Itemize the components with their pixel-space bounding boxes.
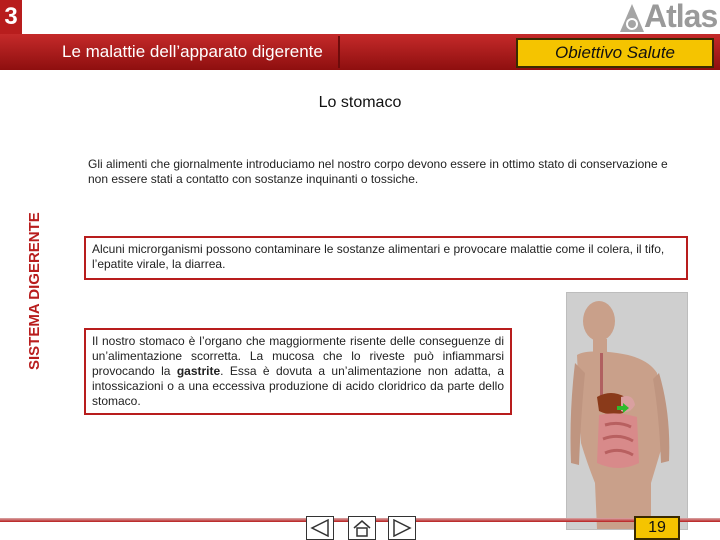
microorganisms-paragraph: Alcuni microrganismi possono contaminare le sostanze alimentari e provocare malattie come il colera, il tifo, l’epatite virale, la diarrea. bbox=[84, 236, 688, 280]
chapter-number: 3 bbox=[0, 0, 22, 34]
intro-paragraph: Gli alimenti che giornalmente introduciamo nel nostro corpo devono essere in ottimo stato di conservazione e non essere stati a contatto con sostanze inquinanti o tossiche. bbox=[88, 157, 668, 186]
stomach-paragraph-text-end: . Essa è dovuta a un’alimentazione non adatta, a intossicazioni o a una eccessiva produzione di acido cloridrico da parte dello stomaco. bbox=[92, 364, 504, 408]
arrow-right-icon bbox=[392, 519, 412, 537]
home-icon bbox=[352, 519, 372, 537]
page-title: Lo stomaco bbox=[318, 94, 402, 111]
objective-badge: Obiettivo Salute bbox=[516, 38, 714, 68]
stomach-paragraph-text: Il nostro stomaco è l’organo che maggiormente risente delle conseguenze di un’alimentazione scorretta. La mucosa che lo riveste può infiammarsi provocando la bbox=[92, 334, 504, 378]
home-button[interactable] bbox=[348, 516, 376, 540]
previous-page-button[interactable] bbox=[306, 516, 334, 540]
stomach-paragraph bbox=[84, 328, 512, 415]
next-page-button[interactable] bbox=[388, 516, 416, 540]
gastrite-term: gastrite bbox=[176, 364, 221, 378]
arrow-left-icon bbox=[310, 519, 330, 537]
section-side-label: SISTEMA DIGERENTE bbox=[26, 212, 43, 370]
logo-text: Atlas bbox=[644, 0, 718, 34]
page-number: 19 bbox=[634, 516, 680, 540]
header-divider bbox=[338, 36, 340, 68]
digestive-system-illustration bbox=[566, 292, 688, 530]
header-title: Le malattie dell’apparato digerente bbox=[62, 42, 323, 61]
